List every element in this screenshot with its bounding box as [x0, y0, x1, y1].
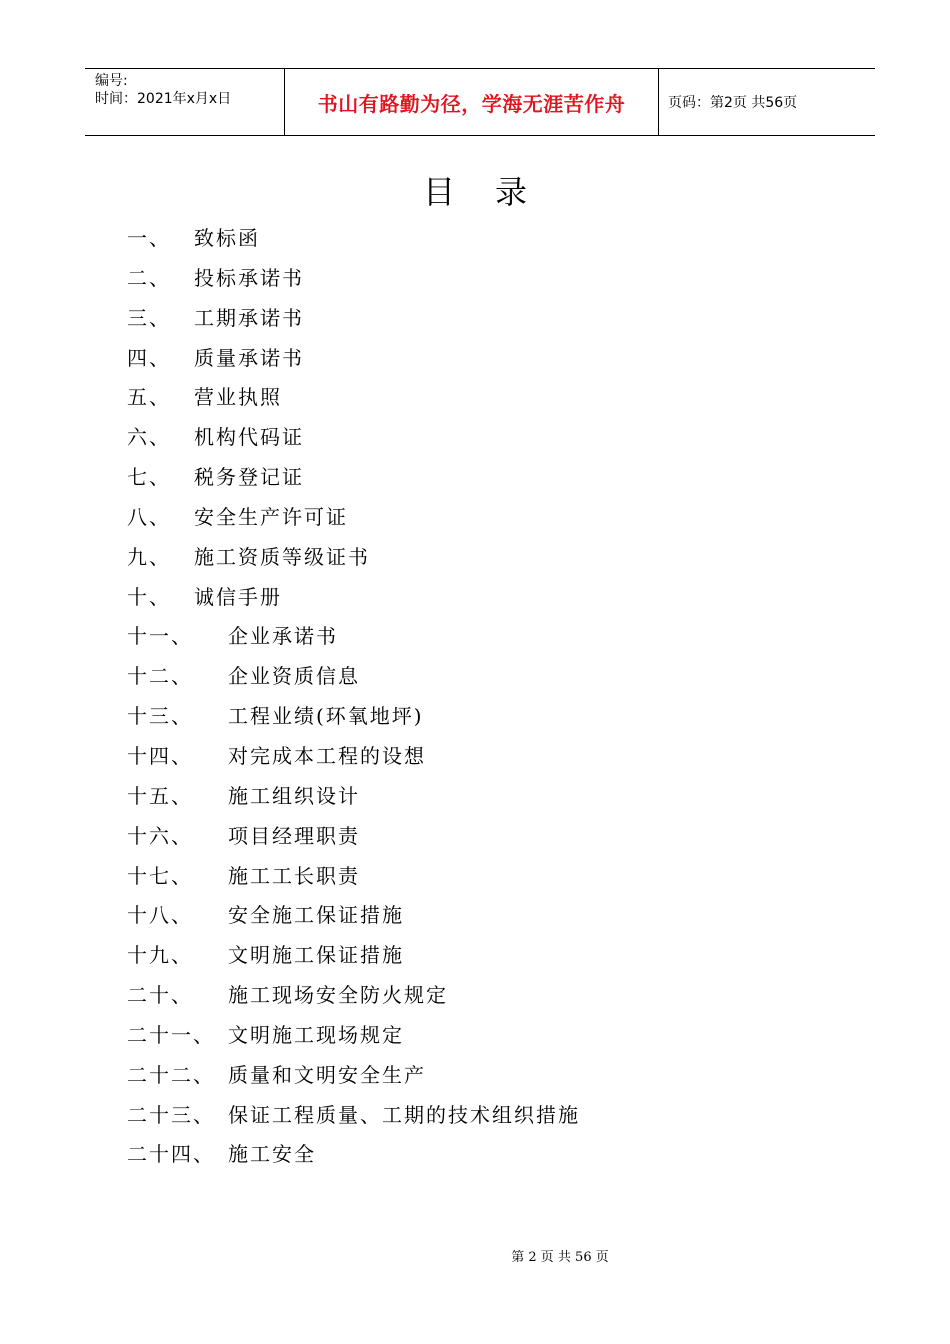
toc-number: 二十、: [127, 983, 193, 1008]
toc-number: 六、: [127, 425, 171, 450]
time-line: 时间：2021年x月x日: [95, 91, 232, 107]
toc-label: 质量和文明安全生产: [228, 1062, 426, 1087]
toc-number: 四、: [127, 345, 171, 370]
toc-label: 工程业绩(环氧地坪): [228, 704, 424, 729]
header-meta: [85, 69, 285, 135]
toc-number: 二十一、: [127, 1022, 215, 1047]
toc-number: 二十四、: [127, 1142, 215, 1167]
toc-label: 工期承诺书: [194, 305, 304, 330]
toc-label: 税务登记证: [194, 465, 304, 490]
toc-label: 安全施工保证措施: [228, 903, 404, 928]
toc-number: 十四、: [127, 743, 193, 768]
toc-number: 十一、: [127, 624, 193, 649]
toc-label: 投标承诺书: [194, 265, 304, 290]
page-info-text: 页码：第2页 共56页: [668, 95, 798, 111]
toc-number: 二十二、: [127, 1062, 215, 1087]
toc-number: 二十三、: [127, 1102, 215, 1127]
toc-label: 机构代码证: [194, 425, 304, 450]
toc-label: 诚信手册: [194, 584, 282, 609]
toc-label: 施工资质等级证书: [194, 544, 370, 569]
toc-label: 施工安全: [228, 1142, 316, 1167]
toc-number: 九、: [127, 544, 171, 569]
toc-number: 十、: [127, 584, 171, 609]
toc-number: 七、: [127, 465, 171, 490]
toc-number: 十七、: [127, 863, 193, 888]
toc-label: 文明施工保证措施: [228, 943, 404, 968]
toc-label: 文明施工现场规定: [228, 1022, 404, 1047]
toc-number: 一、: [127, 226, 171, 250]
toc-label: 保证工程质量、工期的技术组织措施: [228, 1102, 580, 1127]
toc-number: 八、: [127, 504, 171, 529]
toc-label: 营业执照: [194, 385, 282, 410]
page-header: [85, 68, 875, 136]
toc-number: 十三、: [127, 704, 193, 729]
toc-label: 施工工长职责: [228, 863, 360, 888]
toc-number: 三、: [127, 305, 171, 330]
toc-number: 十六、: [127, 823, 193, 848]
toc-label: 施工现场安全防火规定: [228, 983, 448, 1008]
toc-number: 二、: [127, 265, 171, 290]
toc-label: 致标函: [194, 226, 260, 250]
page-title: 目录: [422, 173, 567, 211]
toc-number: 五、: [127, 385, 171, 410]
toc-label: 企业资质信息: [228, 664, 360, 689]
motto-text: 书山有路勤为径，学海无涯苦作舟: [317, 91, 626, 116]
page-footer: 第 2 页 共 56 页: [511, 1250, 609, 1265]
toc-number: 十二、: [127, 664, 193, 689]
header-page-info: [659, 69, 875, 135]
code-label: 编号:: [95, 73, 128, 89]
header-motto-cell: [285, 69, 659, 135]
toc-label: 施工组织设计: [228, 783, 360, 808]
toc-label: 质量承诺书: [194, 345, 304, 370]
toc-label: 企业承诺书: [228, 624, 338, 649]
toc-label: 对完成本工程的设想: [228, 743, 426, 768]
toc-label: 项目经理职责: [228, 823, 360, 848]
toc-number: 十八、: [127, 903, 193, 928]
toc-number: 十九、: [127, 943, 193, 968]
toc-number: 十五、: [127, 783, 193, 808]
toc-label: 安全生产许可证: [194, 504, 348, 529]
